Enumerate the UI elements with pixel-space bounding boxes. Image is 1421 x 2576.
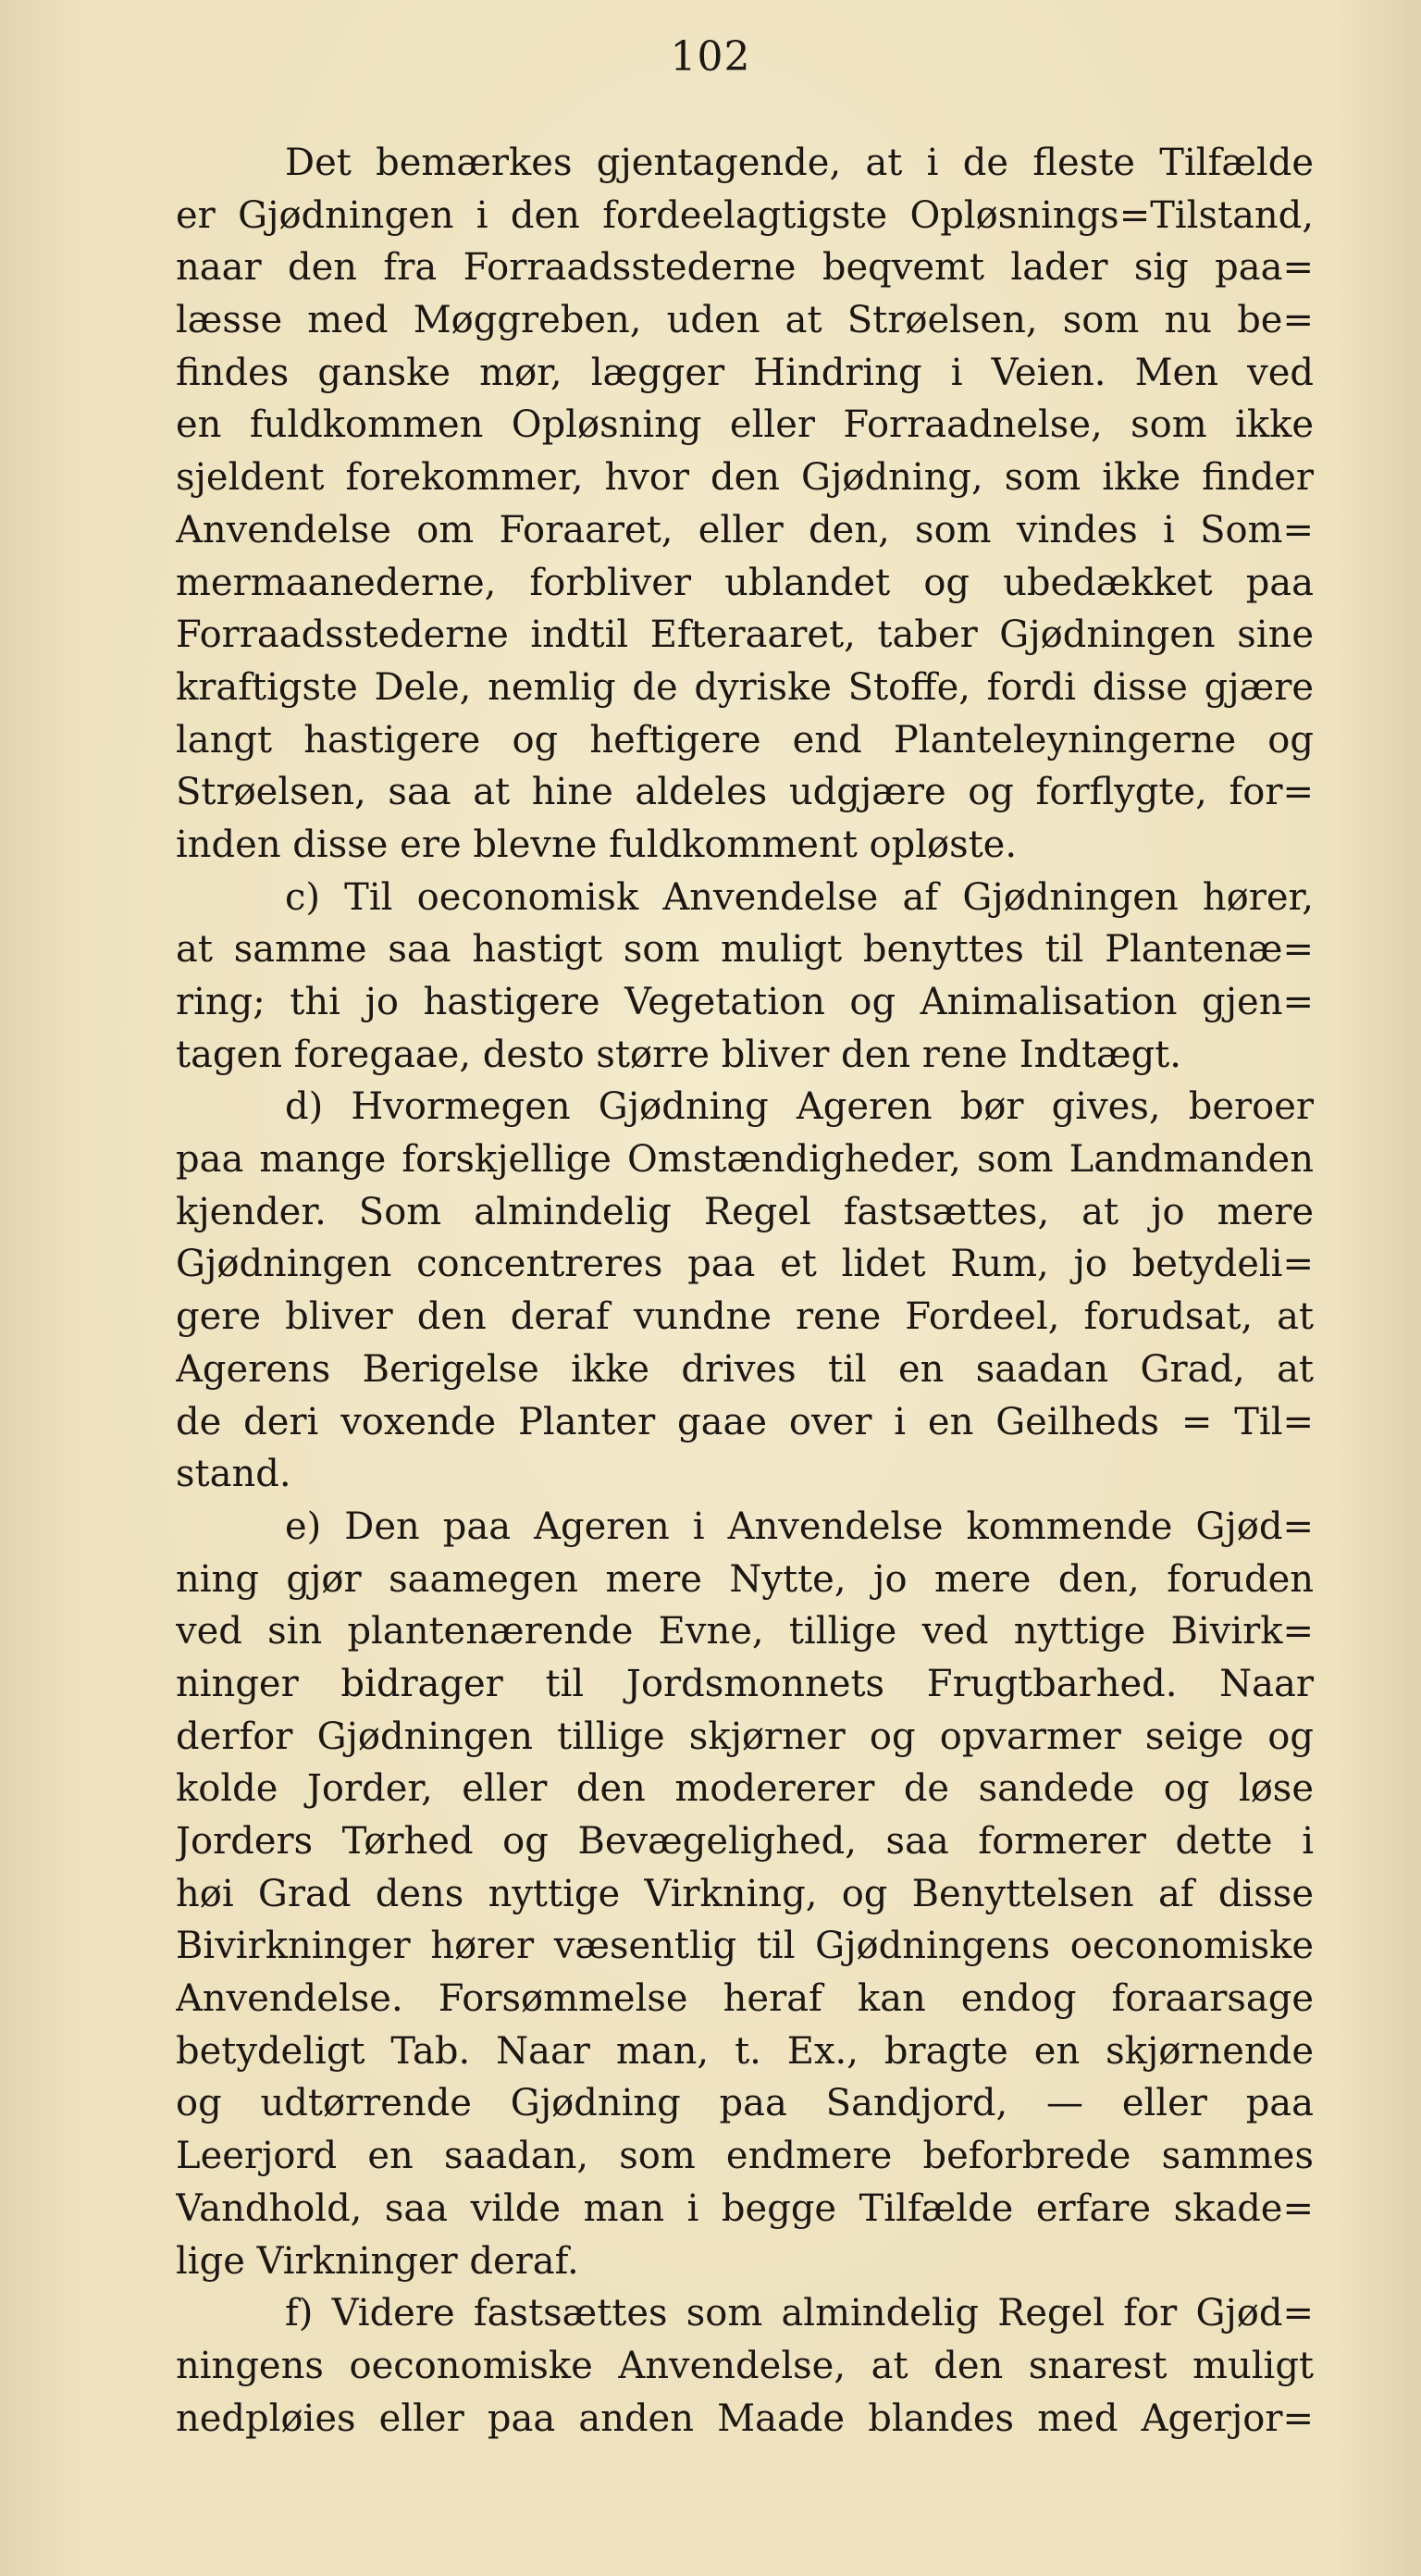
- text-line: kolde Jorder, eller den modererer de sandede og løse: [176, 1767, 1314, 1811]
- text-line: sjeldent forekommer, hvor den Gjødning, som ikke finder: [176, 456, 1314, 500]
- text-line: lige Virkninger deraf.: [176, 2239, 579, 2283]
- text-line: læsse med Møggreben, uden at Strøelsen, som nu be=: [176, 299, 1314, 342]
- text-line: ninger bidrager til Jordsmonnets Frugtbarhed. Naar: [176, 1662, 1314, 1705]
- text-line: langt hastigere og heftigere end Planteleyningerne og: [176, 718, 1314, 762]
- text-line: inden disse ere blevne fuldkomment opløste.: [176, 823, 1018, 866]
- text-line: gere bliver den deraf vundne rene Fordeel, forudsat, at: [176, 1295, 1314, 1339]
- text-line: høi Grad dens nyttige Virkning, og Benyttelsen af disse: [176, 1872, 1314, 1915]
- text-line: nedpløies eller paa anden Maade blandes med Agerjor=: [176, 2396, 1314, 2440]
- text-line: paa mange forskjellige Omstændigheder, som Landmanden: [176, 1138, 1314, 1182]
- text-line: Jorders Tørhed og Bevægelighed, saa formerer dette i: [176, 1820, 1314, 1863]
- text-line: mermaanederne, forbliver ublandet og ubedækket paa: [176, 561, 1314, 604]
- text-line: derfor Gjødningen tillige skjørner og opvarmer seige og: [176, 1715, 1314, 1758]
- text-line: Anvendelse. Forsømmelse heraf kan endog foraarsage: [176, 1977, 1314, 2021]
- text-line: de deri voxende Planter gaae over i en Geilheds = Til=: [176, 1400, 1314, 1443]
- text-line: Vandhold, saa vilde man i begge Tilfælde erfare skade=: [176, 2186, 1314, 2230]
- text-line: er Gjødningen i den fordeelagtigste Opløsnings=Tilstand,: [176, 193, 1314, 237]
- text-line: kjender. Som almindelig Regel fastsættes, at jo mere: [176, 1190, 1314, 1233]
- text-line: Agerens Berigelse ikke drives til en saadan Grad, at: [176, 1347, 1314, 1391]
- text-line: en fuldkommen Opløsning eller Forraadnelse, som ikke: [176, 403, 1314, 447]
- text-line: findes ganske mør, lægger Hindring i Veien. Men ved: [176, 351, 1314, 394]
- text-line: at samme saa hastigt som muligt benyttes til Plantenæ=: [176, 928, 1314, 972]
- text-line: betydeligt Tab. Naar man, t. Ex., bragte en skjørnende: [176, 2029, 1314, 2073]
- text-line: naar den fra Forraadsstederne beqvemt lader sig paa=: [176, 246, 1314, 290]
- body-text: [176, 137, 1314, 2445]
- text-line: kraftigste Dele, nemlig de dyriske Stoffe, fordi disse gjære: [176, 665, 1314, 709]
- text-line: ning gjør saamegen mere Nytte, jo mere den, foruden: [176, 1557, 1314, 1601]
- text-line: Strøelsen, saa at hine aldeles udgjære og forflygte, for=: [176, 771, 1314, 814]
- text-line: Det bemærkes gjentagende, at i de fleste Tilfælde: [285, 142, 1314, 184]
- text-line: e) Den paa Ageren i Anvendelse kommende Gjød=: [285, 1505, 1314, 1548]
- text-line: og udtørrende Gjødning paa Sandjord, — eller paa: [176, 2082, 1314, 2125]
- text-line: stand.: [176, 1453, 291, 1496]
- text-line: Anvendelse om Foraaret, eller den, som vindes i Som=: [176, 508, 1314, 551]
- text-line: Leerjord en saadan, som endmere beforbrede sammes: [176, 2135, 1314, 2178]
- text-line: ved sin plantenærende Evne, tillige ved nyttige Bivirk=: [176, 1610, 1314, 1653]
- text-line: d) Hvormegen Gjødning Ageren bør gives, beroer: [285, 1085, 1314, 1129]
- text-line: f) Videre fastsættes som almindelig Regel for Gjød=: [285, 2292, 1314, 2335]
- text-line: Bivirkninger hører væsentlig til Gjødningens oeconomiske: [176, 1925, 1314, 1968]
- text-line: Gjødningen concentreres paa et lidet Rum, jo betydeli=: [176, 1243, 1314, 1286]
- page-number: 102: [670, 33, 751, 80]
- text-line: Forraadsstederne indtil Efteraaret, taber Gjødningen sine: [176, 613, 1314, 657]
- text-line: c) Til oeconomisk Anvendelse af Gjødningen hører,: [285, 875, 1314, 919]
- text-line: ningens oeconomiske Anvendelse, at den snarest muligt: [176, 2344, 1314, 2387]
- text-line: ring; thi jo hastigere Vegetation og Animalisation gjen=: [176, 981, 1314, 1023]
- text-line: tagen foregaae, desto større bliver den rene Indtægt.: [176, 1033, 1181, 1076]
